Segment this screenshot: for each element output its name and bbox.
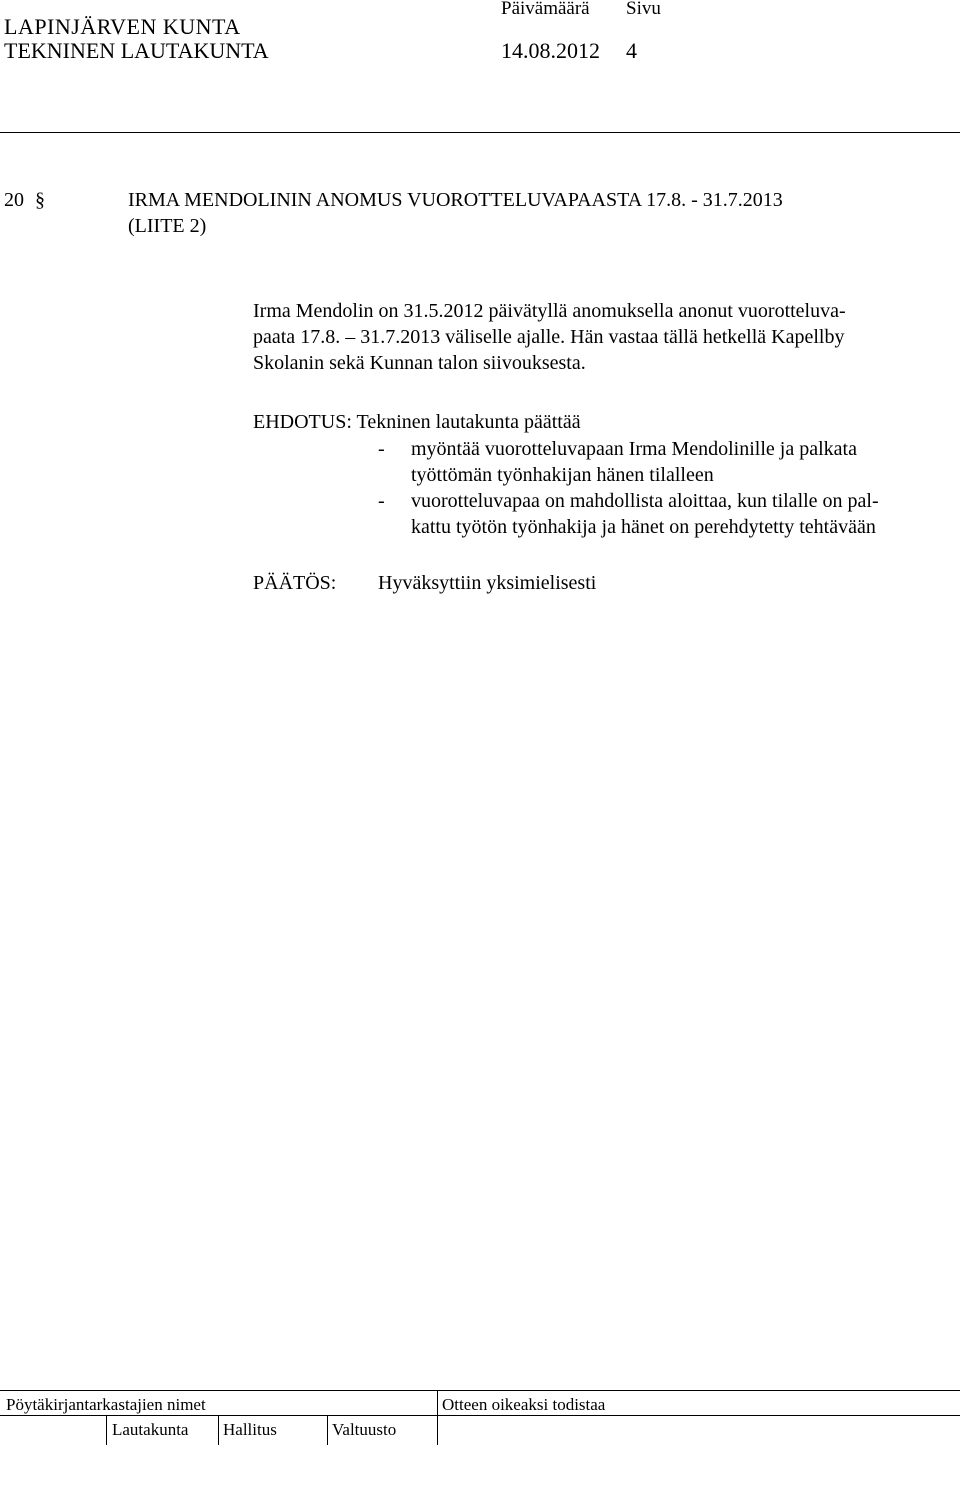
footer-column-lautakunta: Lautakunta [112, 1420, 189, 1439]
footer-divider-top [437, 1390, 438, 1415]
section-symbol: § [35, 189, 45, 211]
page-label: Sivu [626, 0, 661, 19]
proposal-heading: EHDOTUS: Tekninen lautakunta päättää [253, 411, 581, 433]
date-label: Päivämäärä [501, 0, 590, 19]
section-number: 20 § [4, 189, 45, 211]
footer-divider-2 [218, 1415, 219, 1445]
footer-middle-rule [0, 1415, 960, 1416]
proposal-item-1-bullet: - [378, 438, 385, 460]
footer-column-hallitus: Hallitus [223, 1420, 277, 1439]
footer-top-rule [0, 1390, 960, 1391]
description-line1: Irma Mendolin on 31.5.2012 päivätyllä anomuksella anonut vuorotteluva- [253, 300, 846, 322]
section-title-line1: IRMA MENDOLININ ANOMUS VUOROTTELUVAPAASTA 17.8. - 31.7.2013 [128, 189, 783, 211]
page-number: 4 [626, 38, 637, 63]
proposal-item-1-line1: myöntää vuorotteluvapaan Irma Mendolinille ja palkata [411, 438, 857, 460]
description-line2: paata 17.8. – 31.7.2013 väliselle ajalle. Hän vastaa tällä hetkellä Kapellby [253, 326, 845, 348]
proposal-item-1-line2: työttömän työnhakijan hänen tilalleen [411, 464, 714, 486]
decision-text: Hyväksyttiin yksimielisesti [378, 572, 597, 594]
proposal-item-2-line2: kattu työtön työnhakija ja hänet on perehdytetty tehtävään [411, 516, 876, 538]
footer-verifiers-label: Pöytäkirjantarkastajien nimet [6, 1395, 206, 1414]
description-line3: Skolanin sekä Kunnan talon siivouksesta. [253, 352, 586, 374]
footer-divider-3 [327, 1415, 328, 1445]
proposal-item-2-bullet: - [378, 490, 385, 512]
meeting-date: 14.08.2012 [501, 38, 600, 63]
committee-name: TEKNINEN LAUTAKUNTA [4, 38, 269, 63]
footer-column-valtuusto: Valtuusto [332, 1420, 397, 1439]
decision-label: PÄÄTÖS: [253, 572, 337, 594]
header-rule [0, 132, 960, 133]
section-title-line2: (LIITE 2) [128, 215, 207, 237]
footer-divider-1 [106, 1415, 107, 1445]
organization-name: LAPINJÄRVEN KUNTA [4, 14, 241, 39]
proposal-item-2-line1: vuorotteluvapaa on mahdollista aloittaa, kun tilalle on pal- [411, 490, 879, 512]
footer-certified-label: Otteen oikeaksi todistaa [442, 1395, 606, 1414]
footer-divider-4 [437, 1415, 438, 1445]
